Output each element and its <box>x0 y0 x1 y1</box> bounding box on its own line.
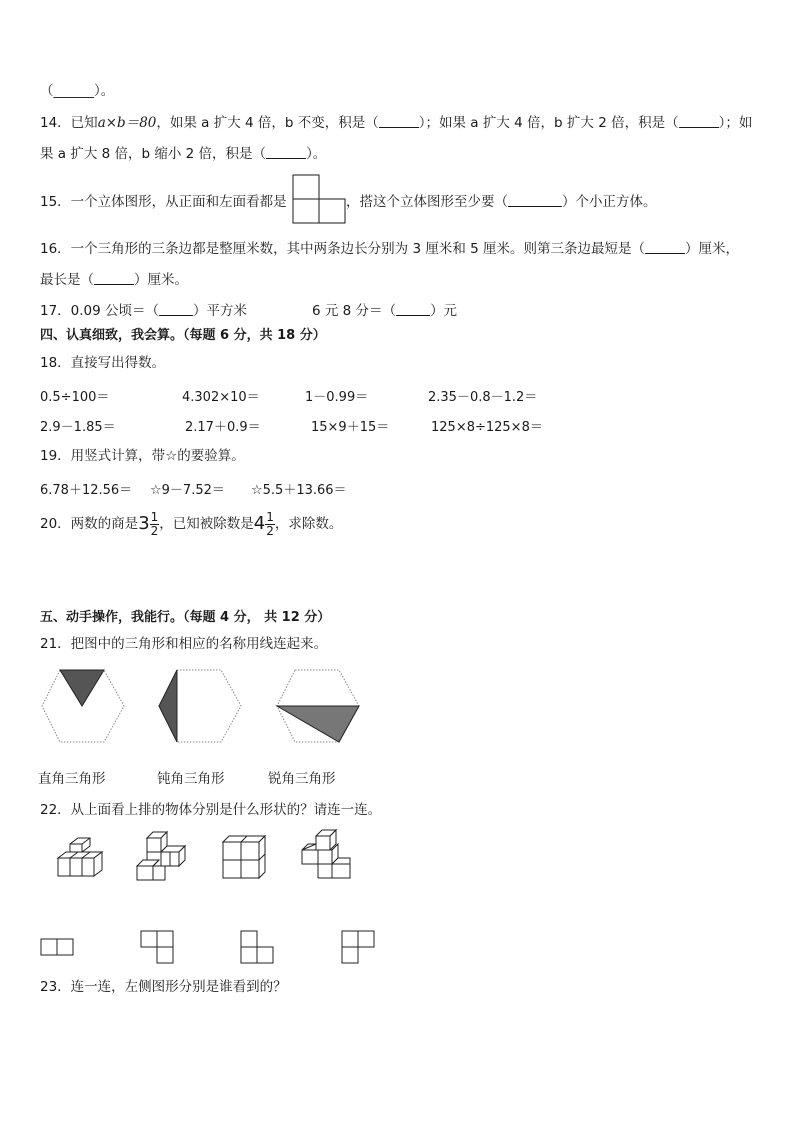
q18-item: 2.9－1.85＝ <box>40 420 116 435</box>
q16-blank-1[interactable] <box>645 241 685 254</box>
hexagon-figure-1 <box>40 668 126 744</box>
triangle-1 <box>60 670 104 706</box>
q15-view-shape <box>292 174 346 224</box>
fraction-1: $\frac{1}{2}$ <box>150 509 159 538</box>
q18-item: 2.35－0.8－1.2＝ <box>428 390 538 405</box>
q21-label-right-triangle: 直角三角形 <box>38 771 106 787</box>
q17-blank-2[interactable] <box>396 303 430 316</box>
q16-blank-2[interactable] <box>94 272 134 285</box>
cube-stack-3 <box>221 834 269 882</box>
q13-tail: （______）。 <box>40 83 115 99</box>
cube-stack-2 <box>135 830 189 882</box>
q18-item: 2.17＋0.9＝ <box>185 420 261 435</box>
q15-text-a: 15．一个立体图形，从正面和左面看都是 <box>40 194 287 210</box>
q22-title: 22．从上面看上排的物体分别是什么形状的？请连一连。 <box>40 802 382 818</box>
q15-blank[interactable] <box>508 194 562 207</box>
q18-item: 0.5÷100＝ <box>40 390 110 405</box>
q18-item: 125×8÷125×8＝ <box>431 420 543 435</box>
q17: 17．0.09 公顷＝（ ）平方米 <box>40 303 248 319</box>
q17-blank-1[interactable] <box>159 303 193 316</box>
q16-line1: 16．一个三角形的三条边都是整厘米数，其中两条边长分别为 3 厘米和 5 厘米。则第三条边最短是（ ）厘米， <box>40 241 740 257</box>
q14-blank-2[interactable] <box>679 115 719 128</box>
cube-stack-4 <box>300 828 354 880</box>
q18-item: 15×9＋15＝ <box>311 420 390 435</box>
q20: 20．两数的商是3 $\frac{1}{2}$ ，已知被除数是4 $\frac{1}{2}$ ，求除数。 <box>40 509 343 538</box>
q15-text-b: ，搭这个立体图形至少要（ ）个小正方体。 <box>346 194 657 210</box>
top-view-4 <box>341 930 379 966</box>
top-view-3 <box>240 930 278 966</box>
q16-line2: 最长是（ ）厘米。 <box>40 272 188 288</box>
q18-item: 4.302×10＝ <box>182 390 260 405</box>
q19-item: ☆5.5＋13.66＝ <box>251 483 347 498</box>
top-view-1 <box>40 938 76 956</box>
q19-item: 6.78＋12.56＝ <box>40 483 133 498</box>
q18-title: 18．直接写出得数。 <box>40 355 166 371</box>
q21-title: 21．把图中的三角形和相应的名称用线连起来。 <box>40 636 328 652</box>
cube-stack-1 <box>56 840 106 880</box>
q14-blank-1[interactable] <box>379 115 419 128</box>
q14-blank-3[interactable] <box>266 146 306 159</box>
hexagon-figure-2 <box>157 668 243 744</box>
top-view-2 <box>140 930 178 966</box>
q17-b: 6 元 8 分＝（ ）元 <box>312 303 458 319</box>
triangle-3 <box>277 706 359 742</box>
section-5-heading: 五、动手操作，我能行。（每题 4 分， 共 12 分） <box>40 610 331 625</box>
q18-item: 1－0.99＝ <box>305 390 369 405</box>
fraction-2: $\frac{1}{2}$ <box>266 509 274 538</box>
hexagon-figure-3 <box>275 668 361 744</box>
q19-title: 19．用竖式计算，带☆的要验算。 <box>40 448 245 464</box>
q23-title: 23．连一连，左侧图形分别是谁看到的？ <box>40 979 287 995</box>
q14-line1: 14．已知a×b＝80，如果 a 扩大 4 倍，b 不变，积是（ ）；如果 a 扩大 4 倍，b 扩大 2 倍，积是（ ）；如 <box>40 115 753 131</box>
q14-line2: 果 a 扩大 8 倍，b 缩小 2 倍，积是（ ）。 <box>40 146 327 162</box>
q21-label-obtuse-triangle: 钝角三角形 <box>157 771 225 787</box>
q21-label-acute-triangle: 锐角三角形 <box>268 771 336 787</box>
q19-item: ☆9－7.52＝ <box>150 483 225 498</box>
triangle-2 <box>159 670 177 742</box>
section-4-heading: 四、认真细致，我会算。（每题 6 分，共 18 分） <box>40 328 326 343</box>
q14-expression: a×b＝80 <box>97 115 157 131</box>
